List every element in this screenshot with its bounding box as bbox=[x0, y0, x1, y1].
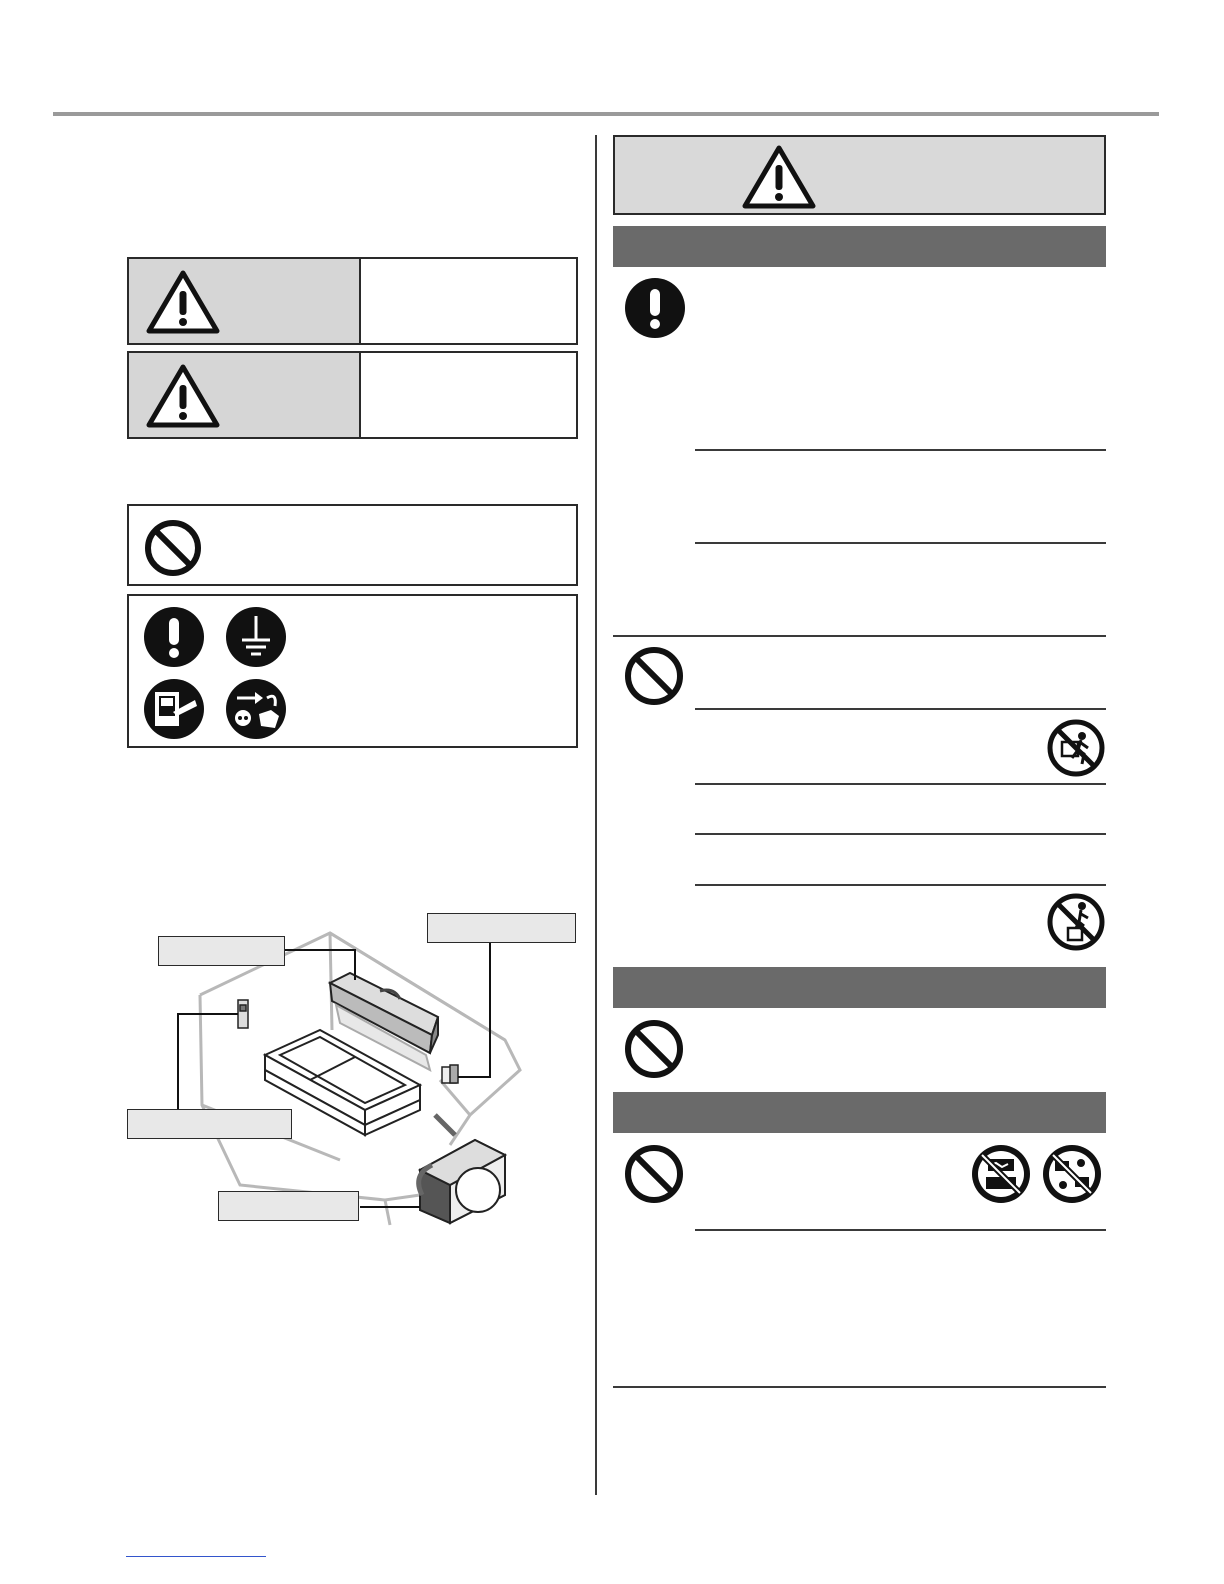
earth-ground-icon bbox=[225, 606, 287, 668]
no-standing-on-unit-icon bbox=[1046, 892, 1106, 952]
divider-line bbox=[695, 884, 1106, 886]
caution-triangle-icon bbox=[145, 361, 221, 431]
outdoor-unit-illustration bbox=[419, 1115, 505, 1223]
callout-remote-control bbox=[127, 1109, 292, 1139]
prohibited-symbol-box bbox=[127, 504, 578, 586]
no-food-storage-icon bbox=[970, 1143, 1032, 1205]
callout-outdoor-unit bbox=[218, 1191, 359, 1221]
remote-control-illustration bbox=[238, 1000, 248, 1028]
divider-line bbox=[695, 1229, 1106, 1231]
prohibited-icon bbox=[623, 1018, 685, 1080]
caution-signal-box bbox=[127, 351, 578, 439]
switch-off-icon bbox=[143, 678, 205, 740]
caution-triangle-icon bbox=[741, 143, 817, 211]
prohibited-icon bbox=[623, 645, 685, 707]
prohibited-icon bbox=[623, 1143, 685, 1205]
divider-line bbox=[613, 635, 1106, 637]
prohibited-icon bbox=[143, 518, 203, 578]
top-rule bbox=[53, 112, 1159, 116]
footer-link-underline bbox=[126, 1556, 266, 1557]
section-bar-1 bbox=[613, 226, 1106, 267]
warning-signal-panel bbox=[129, 259, 361, 343]
section-bar-2 bbox=[613, 967, 1106, 1008]
warning-triangle-icon bbox=[145, 267, 221, 337]
section-bar-3 bbox=[613, 1092, 1106, 1133]
instruction-symbols-box bbox=[127, 594, 578, 748]
no-precision-equipment-icon bbox=[1041, 1143, 1103, 1205]
caution-banner bbox=[613, 135, 1106, 215]
warning-signal-box bbox=[127, 257, 578, 345]
divider-line bbox=[695, 783, 1106, 785]
divider-line bbox=[695, 449, 1106, 451]
mandatory-action-icon bbox=[143, 606, 205, 668]
callout-power-plug bbox=[427, 913, 576, 943]
divider-line bbox=[695, 833, 1106, 835]
no-climbing-icon bbox=[1046, 718, 1106, 778]
divider-line bbox=[695, 708, 1106, 710]
mandatory-action-icon bbox=[624, 277, 686, 339]
column-divider bbox=[595, 135, 597, 1495]
unplug-icon bbox=[225, 678, 287, 740]
divider-line bbox=[613, 1386, 1106, 1388]
caution-signal-panel bbox=[129, 353, 361, 437]
power-plug-illustration bbox=[442, 1065, 458, 1083]
callout-indoor-unit bbox=[158, 936, 285, 966]
divider-line bbox=[695, 542, 1106, 544]
